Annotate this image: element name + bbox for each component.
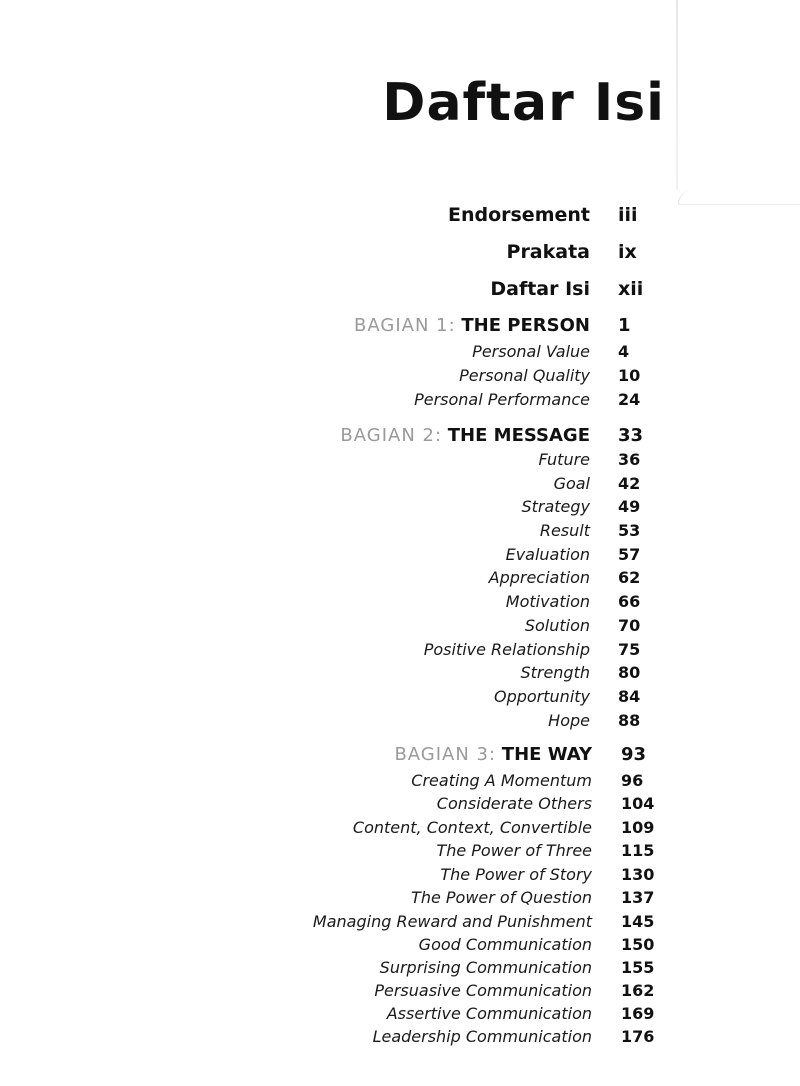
toc-part-prefix: BAGIAN 1:	[354, 315, 456, 336]
toc-chapter-entry[interactable]	[0, 687, 800, 711]
toc-chapter-page: 42	[618, 474, 641, 493]
toc-chapter-label: Personal Quality	[459, 366, 590, 385]
toc-entry-label: Daftar Isi	[490, 278, 590, 300]
toc-entry-page: xii	[618, 278, 644, 300]
toc-chapter-entry[interactable]	[0, 818, 800, 842]
toc-chapter-label: Personal Value	[472, 342, 590, 361]
toc-chapter-page: 84	[618, 687, 641, 706]
toc-part-page: 1	[618, 315, 631, 336]
toc-chapter-label: Personal Performance	[414, 390, 590, 409]
page-title: Daftar Isi	[382, 72, 665, 133]
toc-entry-endorsement[interactable]	[0, 204, 800, 228]
toc-chapter-label: Hope	[548, 711, 590, 730]
toc-chapter-label: Content, Context, Convertible	[352, 818, 592, 837]
toc-chapter-page: 49	[618, 497, 641, 516]
toc-chapter-page: 4	[618, 342, 630, 361]
toc-chapter-page: 145	[621, 912, 655, 931]
toc-chapter-page: 66	[618, 592, 641, 611]
toc-chapter-entry[interactable]	[0, 888, 800, 912]
toc-chapter-page: 57	[618, 545, 641, 564]
toc-chapter-label: Solution	[524, 616, 590, 635]
toc-chapter-entry[interactable]	[0, 521, 800, 545]
toc-chapter-entry[interactable]	[0, 958, 800, 982]
toc-entry-page: ix	[618, 241, 637, 263]
toc-part-label	[354, 315, 590, 336]
toc-chapter-label: Evaluation	[505, 545, 590, 564]
toc-part-title: THE MESSAGE	[447, 425, 590, 446]
toc-part-label	[394, 744, 592, 765]
toc-chapter-page: 62	[618, 568, 641, 587]
toc-chapter-page: 137	[621, 888, 655, 907]
toc-entry-page: iii	[618, 204, 638, 226]
toc-chapter-page: 53	[618, 521, 641, 540]
toc-chapter-label: Future	[538, 450, 590, 469]
toc-part-prefix: BAGIAN 2:	[340, 425, 443, 446]
toc-chapter-label: Opportunity	[493, 687, 590, 706]
scan-edge-shadow-corner	[678, 190, 800, 205]
toc-part-page: 93	[621, 744, 647, 765]
toc-chapter-label: Creating A Momentum	[411, 771, 592, 790]
toc-chapter-label: Positive Relationship	[423, 640, 590, 659]
toc-chapter-entry[interactable]	[0, 771, 800, 795]
toc-chapter-entry[interactable]	[0, 474, 800, 498]
toc-chapter-label: The Power of Three	[436, 841, 592, 860]
toc-chapter-label: Assertive Communication	[386, 1004, 592, 1023]
toc-part-title: THE PERSON	[461, 315, 590, 336]
toc-chapter-entry[interactable]	[0, 545, 800, 569]
toc-chapter-page: 75	[618, 640, 641, 659]
toc-chapter-entry[interactable]	[0, 841, 800, 865]
toc-chapter-label: Managing Reward and Punishment	[312, 912, 592, 931]
toc-chapter-label: Strength	[520, 663, 590, 682]
scan-edge-shadow	[676, 0, 678, 190]
toc-chapter-label: Good Communication	[418, 935, 592, 954]
toc-part-2-heading[interactable]	[0, 425, 800, 449]
toc-chapter-label: Leadership Communication	[372, 1027, 592, 1046]
toc-chapter-page: 10	[618, 366, 641, 385]
toc-chapter-page: 115	[621, 841, 655, 860]
toc-part-label	[340, 425, 590, 446]
toc-chapter-label: Goal	[553, 474, 590, 493]
toc-chapter-entry[interactable]	[0, 663, 800, 687]
toc-part-title: THE WAY	[501, 744, 592, 765]
toc-part-prefix: BAGIAN 3:	[394, 744, 497, 765]
toc-chapter-label: Motivation	[505, 592, 590, 611]
toc-chapter-page: 24	[618, 390, 641, 409]
toc-chapter-label: Persuasive Communication	[374, 981, 592, 1000]
toc-chapter-entry[interactable]	[0, 640, 800, 664]
toc-chapter-entry[interactable]	[0, 1004, 800, 1028]
toc-chapter-entry[interactable]	[0, 616, 800, 640]
toc-entry-label: Endorsement	[447, 204, 590, 226]
toc-entry-prakata[interactable]	[0, 241, 800, 265]
toc-chapter-entry[interactable]	[0, 568, 800, 592]
toc-chapter-entry[interactable]	[0, 1027, 800, 1051]
toc-chapter-label: Considerate Others	[436, 794, 592, 813]
toc-entry-daftar-isi[interactable]	[0, 278, 800, 302]
toc-chapter-entry[interactable]	[0, 912, 800, 936]
toc-entry-label: Prakata	[506, 241, 590, 263]
toc-chapter-page: 176	[621, 1027, 655, 1046]
toc-chapter-label: Result	[539, 521, 590, 540]
toc-chapter-entry[interactable]	[0, 450, 800, 474]
toc-chapter-page: 96	[621, 771, 644, 790]
toc-chapter-entry[interactable]	[0, 497, 800, 521]
toc-chapter-page: 70	[618, 616, 641, 635]
toc-part-page: 33	[618, 425, 644, 446]
toc-chapter-page: 80	[618, 663, 641, 682]
toc-chapter-page: 109	[621, 818, 655, 837]
toc-chapter-page: 88	[618, 711, 641, 730]
toc-chapter-entry[interactable]	[0, 794, 800, 818]
toc-chapter-page: 130	[621, 865, 655, 884]
toc-chapter-page: 104	[621, 794, 655, 813]
toc-chapter-label: The Power of Question	[411, 888, 592, 907]
toc-part-3-heading[interactable]	[0, 744, 800, 768]
toc-chapter-entry[interactable]	[0, 366, 800, 390]
toc-chapter-entry[interactable]	[0, 935, 800, 959]
toc-chapter-entry[interactable]	[0, 865, 800, 889]
toc-chapter-page: 36	[618, 450, 641, 469]
toc-chapter-label: The Power of Story	[440, 865, 592, 884]
toc-chapter-page: 155	[621, 958, 655, 977]
toc-part-1-heading[interactable]	[0, 315, 800, 339]
toc-chapter-entry[interactable]	[0, 592, 800, 616]
toc-chapter-label: Strategy	[521, 497, 590, 516]
toc-chapter-label: Appreciation	[488, 568, 590, 587]
toc-chapter-page: 150	[621, 935, 655, 954]
toc-chapter-entry[interactable]	[0, 711, 800, 735]
toc-chapter-entry[interactable]	[0, 981, 800, 1005]
toc-chapter-entry[interactable]	[0, 342, 800, 366]
toc-chapter-page: 169	[621, 1004, 655, 1023]
toc-chapter-label: Surprising Communication	[379, 958, 592, 977]
toc-chapter-entry[interactable]	[0, 390, 800, 414]
toc-chapter-page: 162	[621, 981, 655, 1000]
